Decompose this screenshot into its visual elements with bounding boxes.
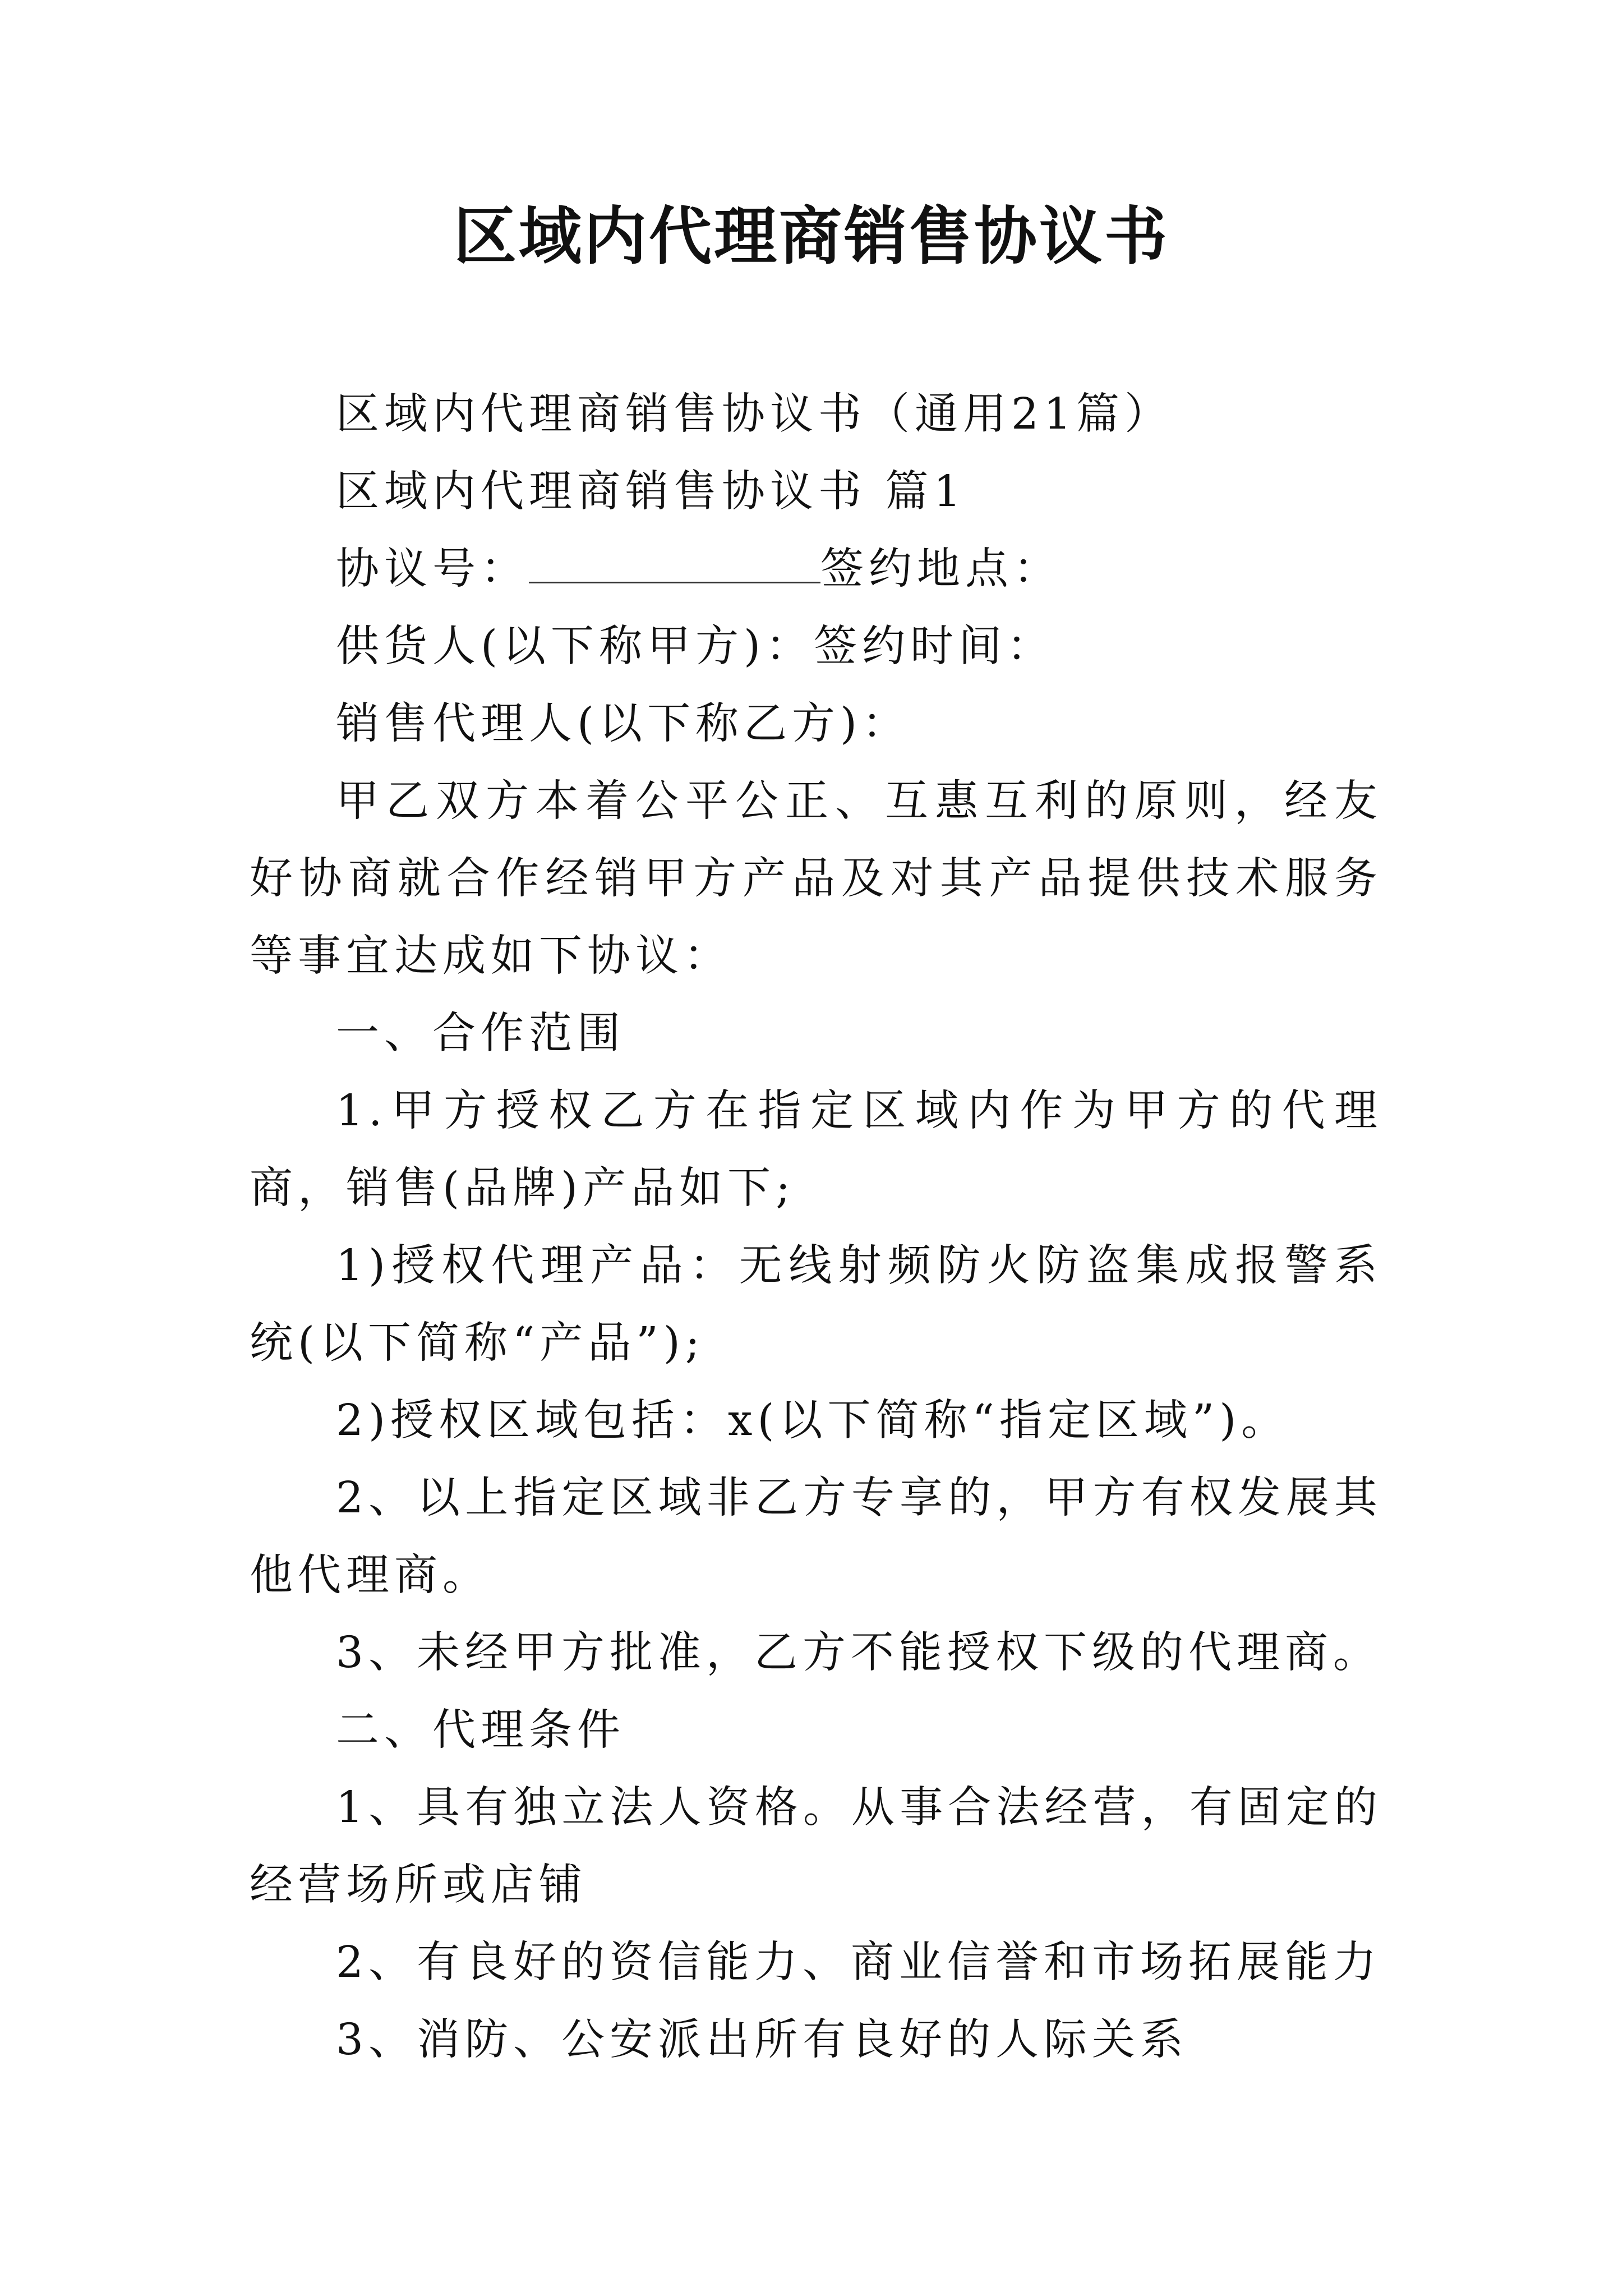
paragraph: 供货人(以下称甲方)：签约时间：: [336, 622, 1055, 671]
paragraph: 2)授权区域包括：x(以下简称“指定区域”)。: [336, 1396, 1290, 1446]
paragraph: 1、具有独立法人资格。从事合法经营，有固定的经营场所或店铺: [250, 1783, 1382, 1910]
section-heading: 二、代理条件: [336, 1705, 625, 1755]
agreement-number-line: [250, 531, 1382, 608]
paragraph: 1.甲方授权乙方在指定区域内作为甲方的代理商，销售(品牌)产品如下;: [250, 1086, 1382, 1213]
paragraph: 3、未经甲方批准，乙方不能授权下级的代理商。: [336, 1628, 1381, 1678]
paragraph: 1)授权代理产品：无线射频防火防盗集成报警系统(以下简称“产品”);: [250, 1241, 1382, 1368]
section-heading: 一、合作范围: [336, 1009, 625, 1059]
paragraph: 甲乙双方本着公平公正、互惠互利的原则，经友好协商就合作经销甲方产品及对其产品提供技术服务等事宜达成如下协议：: [250, 776, 1382, 981]
agreement-number-label: 协议号：: [336, 544, 529, 594]
paragraph: 2、以上指定区域非乙方专享的，甲方有权发展其他代理商。: [250, 1473, 1382, 1600]
document-body: [250, 376, 1382, 2079]
signing-place-label: 签约地点：: [820, 544, 1062, 594]
paragraph: 2、有良好的资信能力、商业信誉和市场拓展能力: [336, 1938, 1381, 1987]
paragraph: 区域内代理商销售协议书（通用21篇）: [336, 389, 1173, 439]
paragraph: 区域内代理商销售协议书 篇1: [336, 467, 966, 517]
paragraph: 销售代理人(以下称乙方)：: [336, 699, 911, 749]
document-title: 区域内代理商销售协议书: [454, 200, 1169, 273]
paragraph: 3、消防、公安派出所有良好的人际关系: [336, 2015, 1188, 2065]
agreement-number-blank[interactable]: [529, 547, 820, 583]
